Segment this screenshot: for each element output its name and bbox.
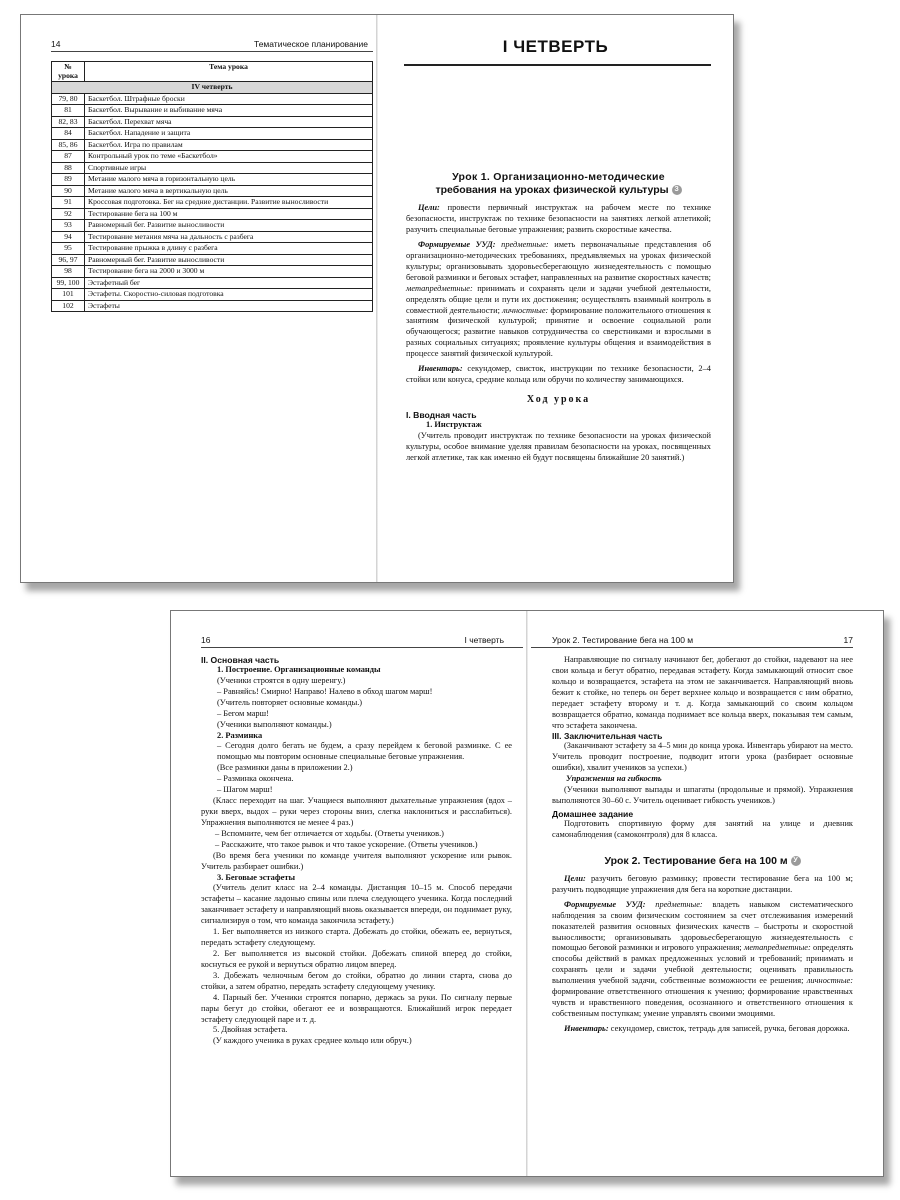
uud-meta-text: принимать и сохранять цели и задачи учебной деятельности, определять общие цели и пути их достижения; осуществлять взаимный контроль в совместной деятельности; (406, 283, 711, 315)
running-head: Тематическое планирование (253, 39, 368, 49)
relay-item: 3. Добежать челночным бегом до стойки, обратно до линии старта, снова до стойки, а затем обратно, передать эстафету следующему ученику. (201, 970, 512, 991)
relay-paragraph: (Учитель делит класс на 2–4 команды. Дистанция 10–15 м. Способ передачи эстафеты – касание ладонью спины или плеча следующего ученика. Когда последний заканчивает эстафету и направляющий вновь оказывается впереди, он поднимает руку, сигнализируя о том, что команда закончила эстафету.) (201, 883, 512, 926)
uud-subject-text: иметь первоначальные представления об организационно-методических требованиях, предъявляемых на уроках физической культуры; организовывать здоровьесберегающую жизнедеятельность с помощью беговой разминки и беговых эстафет, направленных на развитие скоростных качеств; (406, 240, 711, 282)
uud-personal-text: формирование положительного отношения к занятиям физической культурой; принятие и освоение социальной роли обучающегося; развитие навыков сотрудничества со сверстниками и взрослыми в разных социальных ситуациях; проявление культуры общения и взаимодействия в процессе занятий физической культурой. (406, 305, 711, 359)
text-line: – Шагом марш! (217, 785, 273, 795)
briefing-text: (Учитель проводит инструктаж по технике безопасности на уроках физической культуры, особое внимание уделяя правилам безопасности на уроках, посвященных легкой атлетике, так как именно ей будут посвящены ближайшие 20 занятий.) (406, 430, 711, 462)
page-number: 16 (201, 635, 211, 645)
difficulty-badge-icon: У (791, 856, 801, 866)
lesson-2-goals (552, 874, 853, 896)
uud-label: Формируемые УУД: (418, 240, 496, 250)
section-final-heading: III. Заключительная часть (552, 731, 663, 742)
formation-lines (201, 676, 512, 731)
table-row (52, 266, 373, 278)
walk-paragraph: (Класс переходит на шаг. Учащиеся выполняют дыхательные упражнения (вдох – руки вверх, выдох – руки через стороны вниз, слегка наклониться и расслабиться). Упражнения выполняются не менее 4 раз.) (201, 796, 512, 827)
uud-label: Формируемые УУД: (564, 899, 646, 909)
header-rule (531, 647, 853, 648)
lesson-2-uud (552, 900, 853, 1020)
col-header-topic: Тема урока (85, 62, 373, 82)
running-head: I четверть (464, 635, 504, 645)
title-rule (404, 64, 711, 66)
text-line: (Учитель повторяет основные команды.) (217, 697, 363, 707)
lesson-topic: Эстафеты. Скоростно-силовая подготовка (85, 289, 373, 301)
warmup-lines (201, 741, 512, 796)
lesson-topic: Баскетбол. Вырывание и выбивание мяча (85, 105, 373, 117)
header-rule (201, 647, 523, 648)
goals-label: Цели: (564, 873, 586, 883)
lesson-2-title (552, 855, 853, 868)
relay-item: 4. Парный бег. Ученики строятся попарно, держась за руки. По сигналу первые пары бегут до стойки, обегают ее и возвращаются. Ближайший игрок передает эстафету следующей паре и т. д. (201, 992, 512, 1024)
uud-meta-text: определять способы действий в рамках предложенных условий и требований; принимать и сохранять цели и задачи учебной деятельности; оценивать правильность выполнения учебной задачи, собственные возможности ее решения; (552, 943, 854, 986)
lesson-topic: Эстафеты (85, 300, 373, 312)
section-intro-heading: I. Вводная часть (406, 410, 477, 420)
text-line: – Бегом марш! (217, 708, 269, 718)
lesson-number: 102 (52, 300, 85, 312)
table-header-row (52, 62, 373, 82)
table-row (52, 208, 373, 220)
table-row (52, 128, 373, 140)
table-row (52, 197, 373, 209)
difficulty-badge-icon: З (672, 185, 682, 195)
quarter-title: I ЧЕТВЕРТЬ (502, 37, 609, 56)
page-14 (21, 15, 376, 582)
lesson-progress-heading: Ход урока (526, 394, 591, 405)
text-line: – Равняйсь! Смирно! Направо! Налево в обход шагом марш! (217, 686, 433, 696)
lesson-topic: Равномерный бег. Развитие выносливости (85, 220, 373, 232)
inventory-label: Инвентарь: (564, 1023, 609, 1033)
table-row (52, 93, 373, 105)
uud-personal-label: личностные: (499, 305, 549, 315)
lesson-number: 85, 86 (52, 139, 85, 151)
lesson-topic: Контрольный урок по теме «Баскетбол» (85, 151, 373, 163)
lesson-1-uud (406, 240, 711, 360)
lesson-number: 79, 80 (52, 93, 85, 105)
lesson-topic: Метание малого мяча в горизонтальную цель (85, 174, 373, 186)
homework-text: Подготовить спортивную форму для занятий на улице и дневник самонаблюдения (самоконтроля) для 8 класса. (552, 818, 853, 839)
flexibility-paragraph: (Ученики выполняют выпады и шпагаты (продольные и прямой). Упражнения выполняются 30–60 с. Учитель оценивает гибкость учеников.) (552, 785, 853, 806)
table-row (52, 254, 373, 266)
subsection-formation: 1. Построение. Организационные команды (217, 665, 381, 674)
inventory-text: секундомер, свисток, инструкции по технике безопасности, 2–4 стойки или конуса, средние кольца или обручи по количеству занимающихся. (406, 364, 711, 385)
text-line: – Разминка окончена. (217, 774, 294, 784)
table-row (52, 116, 373, 128)
lesson-topic: Баскетбол. Игра по правилам (85, 139, 373, 151)
lesson-1-title (406, 171, 711, 197)
running-head: Урок 2. Тестирование бега на 100 м (552, 635, 694, 645)
lesson-plan-table (51, 61, 373, 312)
lesson-1-goals (406, 203, 711, 236)
table-row (52, 151, 373, 163)
text-line: (Ученики строятся в одну шеренгу.) (217, 675, 346, 685)
page-17 (528, 611, 883, 1176)
inventory-text: секундомер, свисток, тетрадь для записей, ручка, беговая дорожка. (608, 1023, 850, 1033)
questions-lines (201, 829, 512, 851)
lesson-1-title-line2: требования на уроках физической культуры (435, 184, 669, 197)
page-15 (378, 15, 733, 582)
flexibility-heading: Упражнения на гибкость (566, 774, 662, 784)
lesson-number: 96, 97 (52, 254, 85, 266)
table-row (52, 162, 373, 174)
spread-pages-14-15 (20, 14, 734, 583)
relay-items (201, 927, 512, 1047)
uud-meta-label: метапредметные: (741, 943, 811, 953)
lesson-number: 87 (52, 151, 85, 163)
lesson-number: 89 (52, 174, 85, 186)
table-row (52, 105, 373, 117)
final-paragraph: (Заканчивают эстафету за 4–5 мин до конца урока. Инвентарь убирают на место. Учитель проводит построение, подводит итоги урока (разбирает основные ошибки), хвалит учеников за успехи.) (552, 741, 853, 773)
subsection-warmup: 2. Разминка (217, 730, 263, 740)
lesson-topic: Тестирование бега на 2000 и 3000 м (85, 266, 373, 278)
text-line: (Все разминки даны в приложении 2.) (217, 763, 353, 773)
run-paragraph: (Во время бега ученики по команде учителя выполняют ускорение или рывок. Учитель разбирает ошибки.) (201, 850, 512, 871)
table-row (52, 300, 373, 312)
section-main-heading: II. Основная часть (201, 655, 280, 665)
page-number: 17 (843, 635, 853, 645)
lesson-topic: Эстафетный бег (85, 277, 373, 289)
uud-subject-text: владеть навыком систематического наблюдения за своим физическим состоянием за счет отслеживания измерений показателей развития основных физических качеств – быстроты и скоростной выносливости; организовывать здоровьесберегающую жизнедеятельность с помощью беговой разминки и игрового упражнения; (552, 899, 853, 953)
table-row (52, 139, 373, 151)
page-number: 14 (51, 39, 61, 49)
uud-personal-text: формирование ответственного отношения к учению; формирование нравственных чувств и нравственного поведения, осознанного и ответственного отношения к собственным поступкам; умение управлять своими эмоциями. (552, 987, 853, 1019)
lesson-number: 95 (52, 243, 85, 255)
lesson-topic: Баскетбол. Штрафные броски (85, 93, 373, 105)
relay-item: (У каждого ученика в руках среднее кольцо или обруч.) (213, 1036, 412, 1046)
lesson-number: 92 (52, 208, 85, 220)
uud-meta-label: метапредметные: (406, 283, 473, 293)
quarter-row (52, 82, 373, 94)
lesson-number: 98 (52, 266, 85, 278)
lesson-topic: Баскетбол. Перехват мяча (85, 116, 373, 128)
table-row (52, 174, 373, 186)
text-line: – Сегодня долго бегать не будем, а сразу перейдем к беговой разминке. С ее помощью мы повторим основные специальные беговые упражнения. (217, 741, 512, 762)
goals-text: провести первичный инструктаж на рабочем месте по технике безопасности, инструктаж по технике безопасности на занятиях легкой атлетикой; разучить специальные беговые упражнения; развить скоростные качества. (406, 203, 711, 235)
lesson-1-inventory (406, 364, 711, 386)
table-row (52, 185, 373, 197)
lesson-1-title-line1: Урок 1. Организационно-методические (452, 171, 665, 183)
lesson-2-inventory (552, 1024, 853, 1035)
page-16-content (201, 655, 512, 1047)
lesson-topic: Тестирование бега на 100 м (85, 208, 373, 220)
spread-pages-16-17 (170, 610, 884, 1177)
goals-text: разучить беговую разминку; провести тестирование бега на 100 м; разучить подводящие упражнения для бега на короткие дистанции. (552, 873, 853, 894)
lesson-number: 81 (52, 105, 85, 117)
uud-subject-label: предметные: (645, 899, 703, 909)
quarter-label: IV четверть (52, 82, 373, 94)
lesson-number: 99, 100 (52, 277, 85, 289)
text-line: (Ученики выполняют команды.) (217, 719, 332, 729)
lesson-topic: Тестирование метания мяча на дальность с разбега (85, 231, 373, 243)
lesson-topic: Тестирование прыжка в длину с разбега (85, 243, 373, 255)
lesson-number: 93 (52, 220, 85, 232)
relay-item: 1. Бег выполняется из низкого старта. Добежать до стойки, обежать ее, вернуться, передать эстафету следующему. (201, 927, 512, 948)
lesson-number: 82, 83 (52, 116, 85, 128)
lesson-number: 90 (52, 185, 85, 197)
lesson-number: 94 (52, 231, 85, 243)
lesson-topic: Баскетбол. Нападение и защита (85, 128, 373, 140)
lesson-1-content (406, 171, 711, 464)
table-row (52, 220, 373, 232)
lesson-2-title-text: Урок 2. Тестирование бега на 100 м (604, 854, 788, 867)
lesson-number: 101 (52, 289, 85, 301)
lesson-number: 88 (52, 162, 85, 174)
homework-heading: Домашнее задание (552, 808, 634, 819)
col-header-number: № урока (52, 62, 85, 82)
lesson-number: 91 (52, 197, 85, 209)
relay-item: 2. Бег выполняется из высокой стойки. Добежать спиной вперед до стойки, коснуться ее рукой и вернуться обратно лицом вперед. (201, 948, 512, 969)
page-17-content (552, 655, 853, 1035)
header-rule (51, 51, 373, 52)
page-16 (171, 611, 526, 1176)
table-row (52, 231, 373, 243)
table-row (52, 243, 373, 255)
lesson-number: 84 (52, 128, 85, 140)
table-row (52, 289, 373, 301)
lesson-topic: Кроссовая подготовка. Бег на средние дистанции. Развитие выносливости (85, 197, 373, 209)
goals-label: Цели: (418, 203, 440, 213)
inventory-label: Инвентарь: (418, 364, 463, 374)
relay-item: 5. Двойная эстафета. (213, 1025, 288, 1035)
uud-subject-label: предметные: (495, 240, 549, 250)
uud-personal-label: личностные: (803, 976, 853, 986)
subsection-briefing: 1. Инструктаж (426, 420, 482, 429)
relay-continued: Направляющие по сигналу начинают бег, добегают до стойки, надевают на нее свои кольца и бегут обратно, передавая эстафету. Когда замыкающий относит свое кольцо и возвращается, эстафета на этом не заканчивается. Направляющий вновь бежит к стойке, но теперь он берет верхнее кольцо и возвращается с ним обратно, передает эстафету второму и т. д. Когда замыкающий со своим кольцом возвращается обратно, команда поднимает все кольца вверх, показывая тем самым, что эстафета закончена. (552, 655, 853, 730)
lesson-topic: Спортивные игры (85, 162, 373, 174)
table-row (52, 277, 373, 289)
lesson-topic: Метание малого мяча в вертикальную цель (85, 185, 373, 197)
text-line: – Расскажите, что такое рывок и что такое ускорение. (Ответы учеников.) (215, 839, 478, 849)
subsection-relay: 3. Беговые эстафеты (217, 872, 295, 882)
text-line: – Вспомните, чем бег отличается от ходьбы. (Ответы учеников.) (215, 828, 444, 838)
lesson-topic: Равномерный бег. Развитие выносливости (85, 254, 373, 266)
